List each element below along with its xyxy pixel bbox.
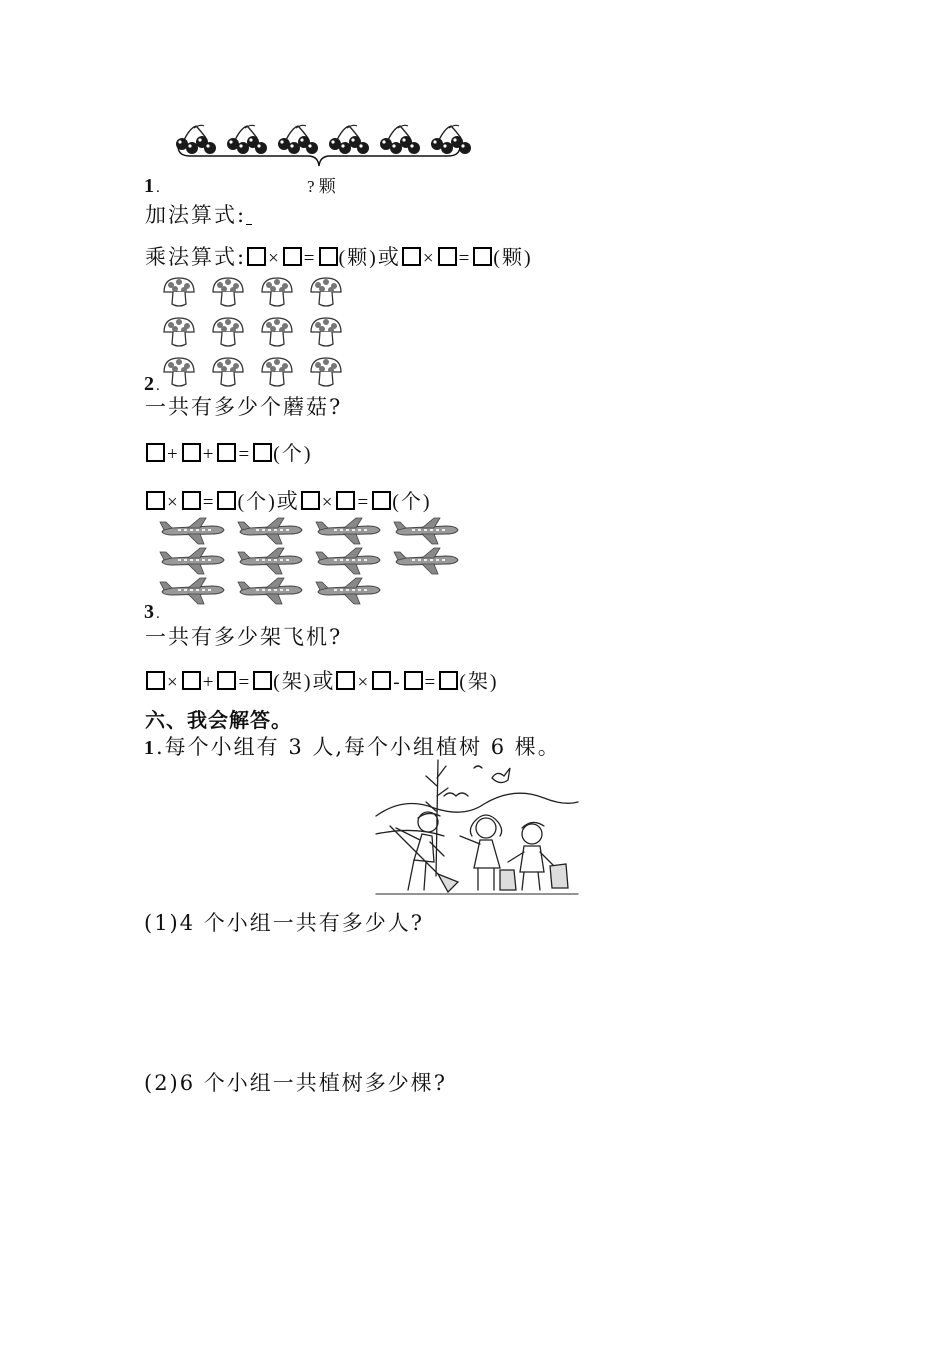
p1-number: 1 — [144, 737, 156, 759]
answer-box[interactable] — [336, 671, 355, 690]
equals-sign: = — [458, 248, 472, 269]
q1-number: 1 — [144, 175, 156, 197]
q3-formula-line — [145, 668, 499, 696]
plane-icon — [238, 578, 302, 604]
q2-mul-line — [145, 488, 432, 516]
mushroom-icon — [262, 358, 292, 386]
equals-sign: = — [303, 248, 317, 269]
times-sign: × — [167, 672, 180, 693]
answer-box[interactable] — [404, 671, 423, 690]
answer-box[interactable] — [372, 491, 391, 510]
answer-box[interactable] — [319, 247, 338, 266]
mushroom-icon — [311, 278, 341, 306]
q2-number: 2 — [144, 373, 156, 395]
equals-sign: = — [202, 492, 216, 513]
answer-box[interactable] — [473, 247, 492, 266]
plane-icon — [316, 578, 380, 604]
answer-box[interactable] — [146, 671, 165, 690]
answer-box[interactable] — [253, 443, 272, 462]
plane-icon — [238, 548, 302, 574]
or-label: 或 — [312, 669, 336, 693]
answer-box[interactable] — [336, 491, 355, 510]
plus-sign: + — [167, 444, 180, 465]
times-sign: × — [268, 248, 281, 269]
times-sign: × — [167, 492, 180, 513]
q1-mul-line — [145, 244, 533, 272]
mushroom-icon — [262, 318, 292, 346]
curly-brace — [176, 144, 462, 170]
q2-question: 一共有多少个蘑菇? — [145, 395, 343, 419]
plane-icon — [394, 518, 458, 544]
answer-box[interactable] — [439, 671, 458, 690]
sub-question-1: (1)4 个小组一共有多少人? — [144, 911, 425, 935]
q1-number-line — [144, 172, 162, 201]
unit-label: (个) — [237, 491, 277, 513]
add-formula-label: 加法算式: — [145, 203, 247, 227]
equals-sign: = — [238, 444, 252, 465]
unit-label: (架) — [273, 671, 313, 693]
answer-box[interactable] — [146, 491, 165, 510]
mushroom-icon — [262, 278, 292, 306]
answer-box[interactable] — [217, 671, 236, 690]
answer-box[interactable] — [253, 671, 272, 690]
mushroom-icon — [164, 358, 194, 386]
plane-icon — [394, 548, 458, 574]
q3-number-line — [144, 598, 162, 627]
answer-box[interactable] — [301, 491, 320, 510]
unit-label: (个) — [392, 491, 432, 513]
plane-icon — [316, 548, 380, 574]
answer-box[interactable] — [182, 443, 201, 462]
mushroom-icon — [311, 318, 341, 346]
q1-add-line — [145, 202, 252, 228]
plus-sign: + — [202, 444, 216, 465]
answer-box[interactable] — [283, 247, 302, 266]
section-heading: 六、我会解答。 — [145, 708, 292, 732]
brace-label: ? 颗 — [307, 177, 336, 196]
equals-sign: = — [357, 492, 371, 513]
mushroom-grid — [158, 274, 358, 390]
plane-icon — [316, 518, 380, 544]
plane-grid — [158, 514, 468, 614]
plane-icon — [160, 548, 224, 574]
answer-box[interactable] — [247, 247, 266, 266]
q3-dot: . — [156, 606, 162, 622]
answer-box[interactable] — [438, 247, 457, 266]
times-sign: × — [422, 248, 436, 269]
answer-box[interactable] — [146, 443, 165, 462]
mushroom-icon — [311, 358, 341, 386]
p1-text: .每个小组有 3 人,每个小组植树 6 棵。 — [156, 735, 561, 759]
plus-sign: + — [202, 672, 216, 693]
unit-label: (颗) — [493, 247, 533, 269]
answer-box[interactable] — [217, 491, 236, 510]
q3-number: 3 — [144, 601, 156, 623]
equals-sign: = — [238, 672, 252, 693]
mushroom-icon — [213, 278, 243, 306]
unit-label: (个) — [273, 443, 313, 465]
tree-planting-illustration — [374, 756, 580, 898]
mushroom-icon — [164, 318, 194, 346]
or-label: 或 — [276, 489, 300, 513]
sub-question-2: (2)6 个小组一共植树多少棵? — [144, 1071, 448, 1095]
mushroom-icon — [213, 358, 243, 386]
mul-formula-label: 乘法算式: — [145, 245, 247, 269]
times-sign: × — [321, 492, 335, 513]
unit-label: (架) — [459, 671, 499, 693]
mushroom-icon — [164, 278, 194, 306]
q2-dot: . — [156, 378, 162, 394]
answer-box[interactable] — [182, 671, 201, 690]
q3-question: 一共有多少架飞机? — [145, 625, 343, 649]
add-answer-blank[interactable] — [246, 206, 252, 225]
plane-icon — [160, 578, 224, 604]
plane-icon — [238, 518, 302, 544]
answer-box[interactable] — [402, 247, 421, 266]
unit-label: (颗) — [338, 247, 378, 269]
q1-dot: . — [156, 180, 162, 196]
equals-sign: = — [424, 672, 438, 693]
minus-sign: - — [393, 672, 402, 693]
answer-box[interactable] — [217, 443, 236, 462]
plane-icon — [160, 518, 224, 544]
mushroom-icon — [213, 318, 243, 346]
answer-box[interactable] — [372, 671, 391, 690]
q2-add-line — [145, 440, 312, 468]
answer-box[interactable] — [182, 491, 201, 510]
or-label: 或 — [377, 245, 401, 269]
times-sign: × — [357, 672, 371, 693]
